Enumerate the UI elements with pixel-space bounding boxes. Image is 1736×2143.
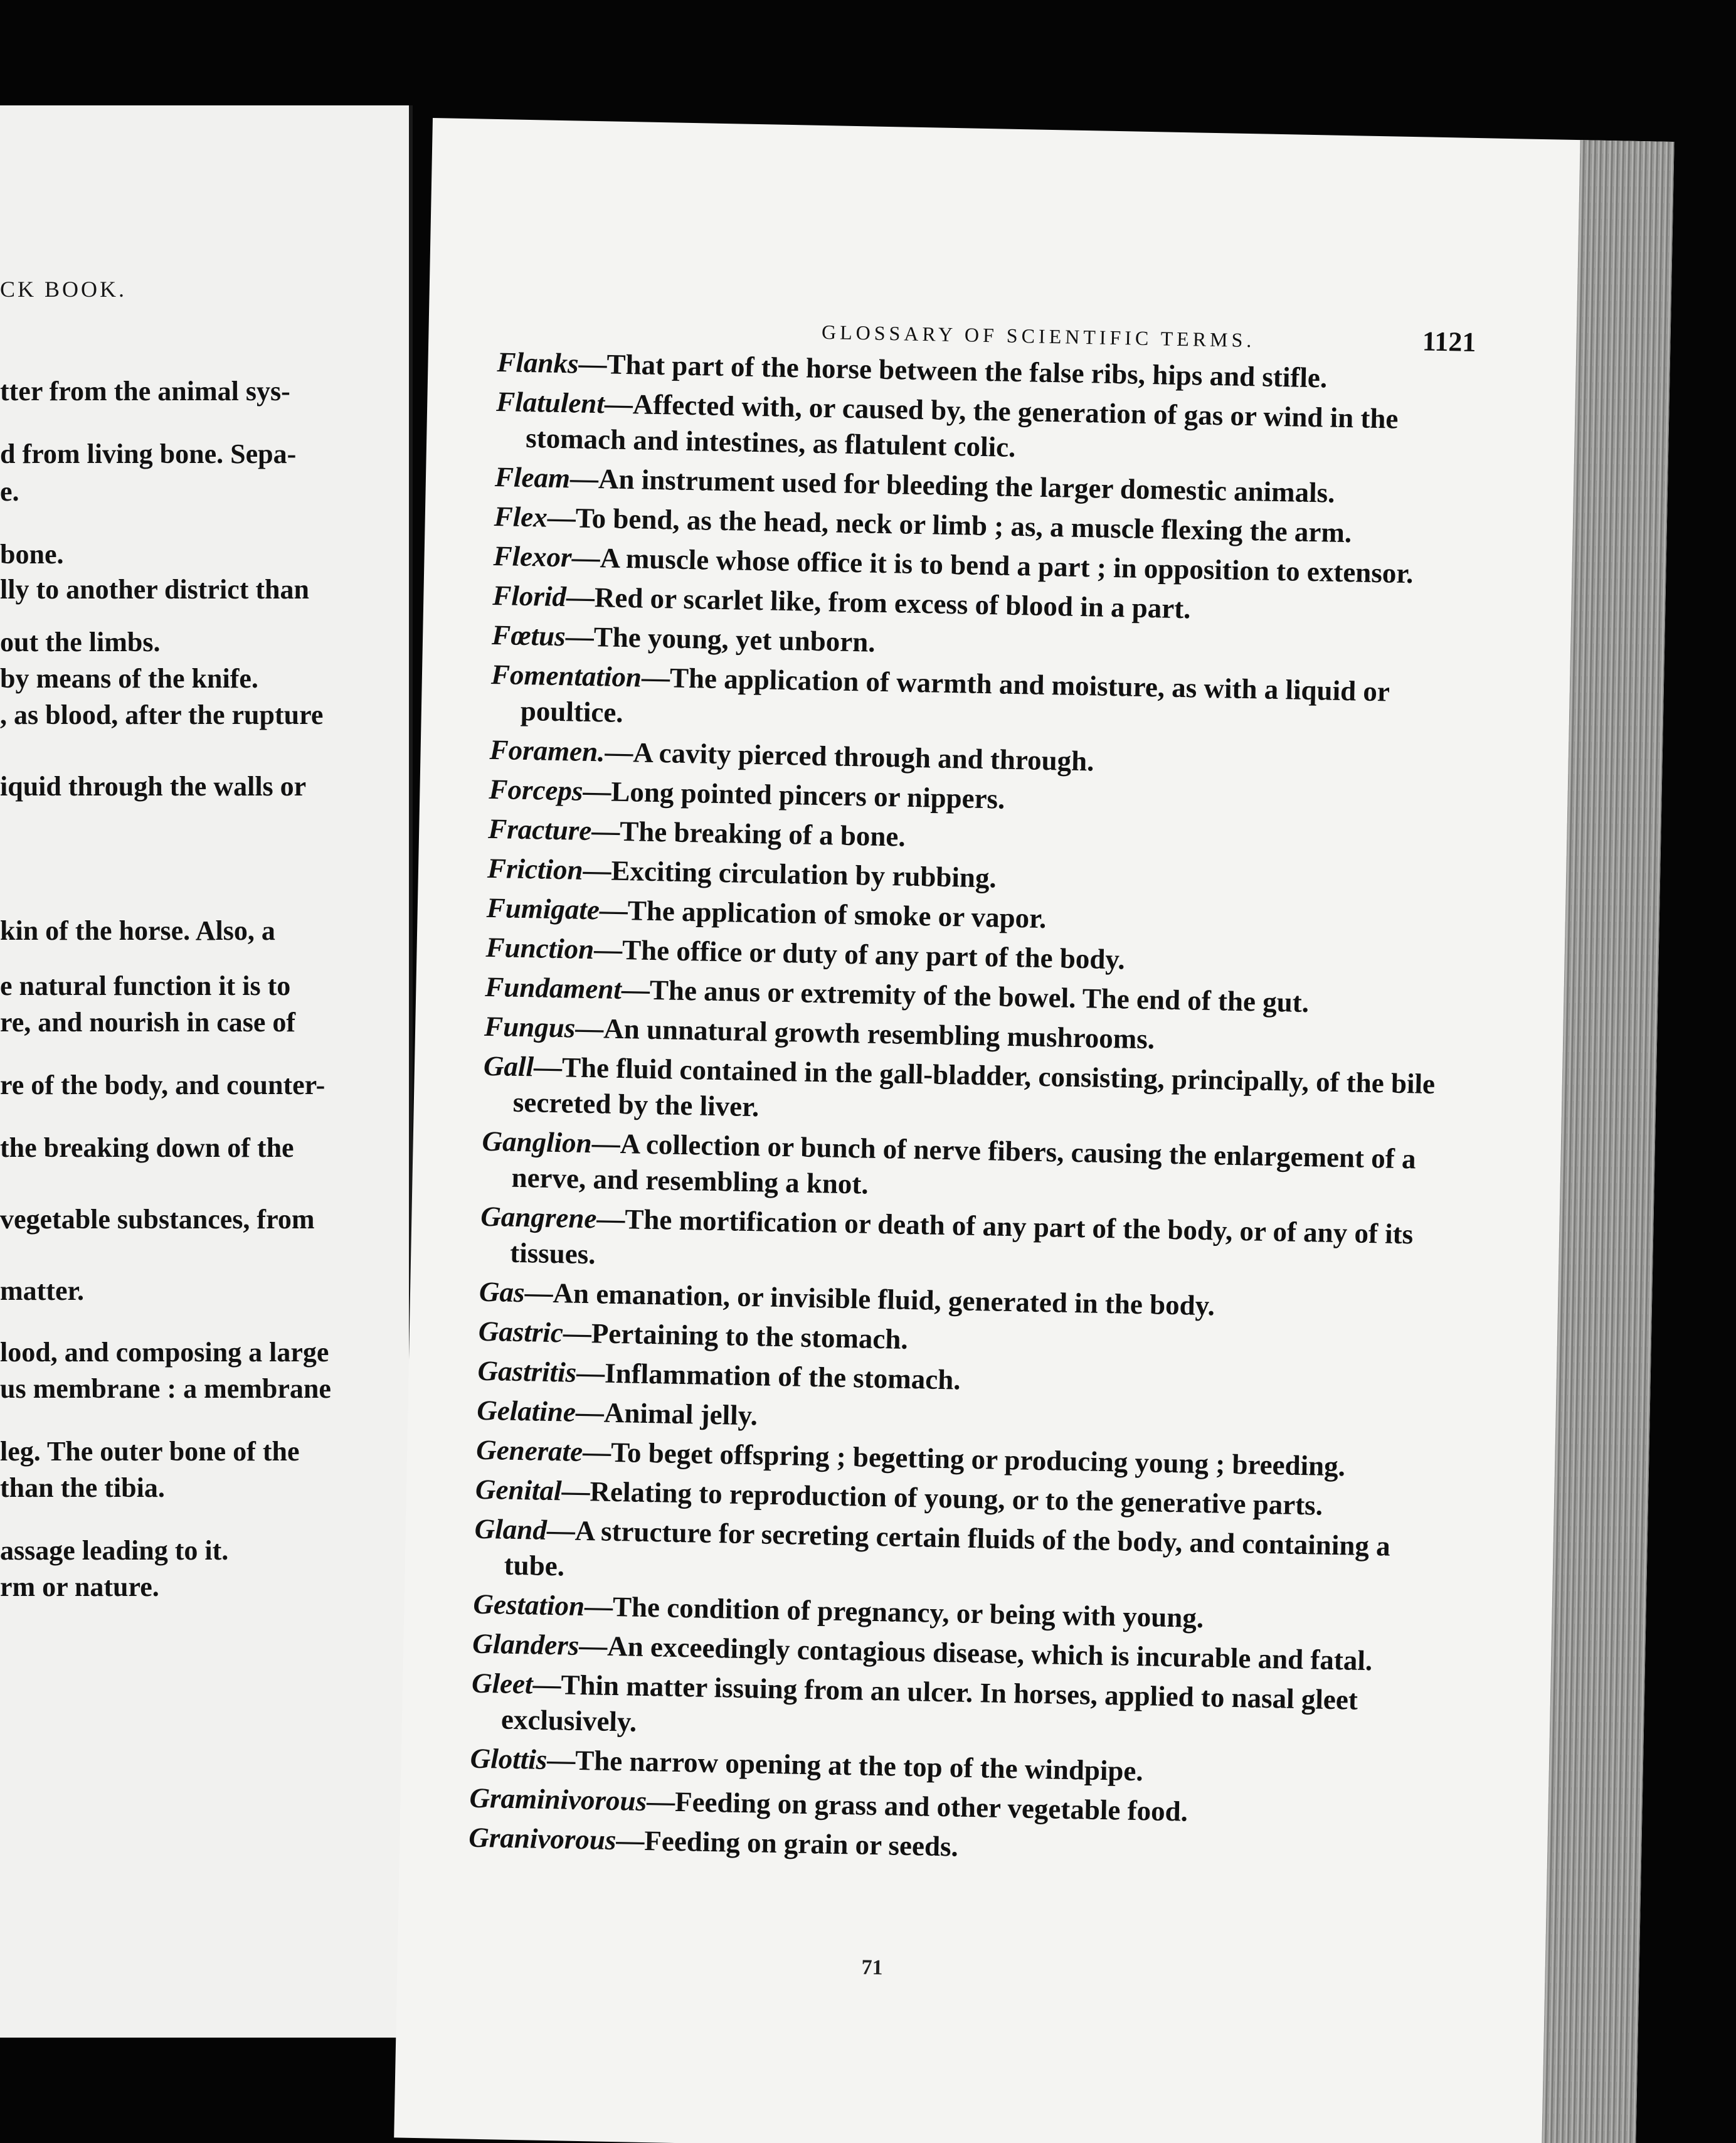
entry-term: Gestation xyxy=(473,1588,585,1622)
entry-term: Fracture xyxy=(487,812,592,847)
glossary-entry xyxy=(482,1048,1462,1139)
entry-definition: —A muscle whose office it is to bend a part ; in opposition to extensor. xyxy=(571,541,1414,590)
entry-term: Fungus xyxy=(484,1010,576,1044)
left-text-line: re, and nourish in case of xyxy=(0,1007,296,1038)
entry-term: Generate xyxy=(475,1433,583,1467)
entry-definition: —To bend, as the head, neck or limb ; as, a muscle flexing the arm. xyxy=(547,501,1352,549)
entry-term: Gelatine xyxy=(476,1394,576,1428)
entry-term: Fleam xyxy=(494,461,571,494)
entry-definition: —Animal jelly. xyxy=(575,1396,758,1432)
entry-term: Graminivorous xyxy=(469,1782,647,1817)
glossary-entry xyxy=(470,1666,1450,1756)
entry-definition: —Pertaining to the stomach. xyxy=(563,1317,909,1355)
entry-term: Friction xyxy=(487,852,584,886)
entry-term: Fœtus xyxy=(491,619,566,652)
entry-term: Flexor xyxy=(493,540,573,573)
entry-term: Gland xyxy=(474,1513,548,1546)
left-text-line: bone. xyxy=(0,539,64,570)
page-number: 1121 xyxy=(1422,326,1476,358)
entry-definition: —Feeding on grass and other vegetable food. xyxy=(646,1785,1188,1827)
left-text-line: tter from the animal sys- xyxy=(0,376,290,407)
left-text-line: lly to another district than xyxy=(0,574,309,605)
glossary-content xyxy=(468,307,1476,1878)
entry-definition: —An exceedingly contagious disease, which is incurable and fatal. xyxy=(578,1629,1373,1677)
left-text-line: by means of the knife. xyxy=(0,663,258,694)
entry-term: Granivorous xyxy=(468,1821,617,1856)
left-text-line: e. xyxy=(0,476,19,507)
entry-definition: —The breaking of a bone. xyxy=(591,815,906,853)
entry-definition: —Long pointed pincers or nippers. xyxy=(582,775,1005,815)
entry-term: Glanders xyxy=(472,1627,580,1661)
left-running-head: CK BOOK. xyxy=(0,277,127,302)
entry-term: Gastritis xyxy=(477,1354,577,1388)
left-text-line: us membrane : a membrane xyxy=(0,1373,331,1404)
glossary-entry xyxy=(490,657,1469,747)
signature-mark: 71 xyxy=(861,1955,883,1980)
entry-term: Glottis xyxy=(470,1742,548,1775)
left-text-line: matter. xyxy=(0,1275,84,1306)
entry-definition: —Relating to reproduction of young, or to the generative parts. xyxy=(561,1475,1323,1521)
entry-term: Ganglion xyxy=(482,1125,593,1159)
entry-definition: —The application of warmth and moisture, as with a liquid or poultice. xyxy=(520,661,1390,728)
entry-definition: —An unnatural growth resembling mushrooms. xyxy=(574,1012,1155,1055)
left-text-line: d from living bone. Sepa- xyxy=(0,439,297,469)
entry-term: Gall xyxy=(483,1050,534,1083)
glossary-entry xyxy=(481,1124,1461,1214)
entry-term: Fumigate xyxy=(486,891,600,926)
entry-term: Function xyxy=(485,931,595,965)
entry-term: Florid xyxy=(492,579,567,613)
entry-term: Genital xyxy=(475,1473,563,1507)
running-title: GLOSSARY OF SCIENTIFIC TERMS. xyxy=(821,320,1256,352)
entry-definition: —The application of smoke or vapor. xyxy=(599,894,1047,935)
entry-definition: —Inflammation of the stomach. xyxy=(576,1356,961,1396)
entry-definition: —Feeding on grain or seeds. xyxy=(615,1824,959,1863)
entry-definition: —That part of the horse between the false ribs, hips and stifle. xyxy=(578,348,1328,394)
left-text-line: , as blood, after the rupture xyxy=(0,699,324,730)
entry-term: Gastric xyxy=(478,1315,564,1349)
entry-definition: —An emanation, or invisible fluid, generated in the body. xyxy=(524,1277,1215,1322)
entry-term: Gleet xyxy=(471,1667,534,1700)
entry-definition: —Red or scarlet like, from excess of blood in a part. xyxy=(566,581,1191,625)
entry-term: Flex xyxy=(494,500,548,533)
entry-definition: —An instrument used for bleeding the larger domestic animals. xyxy=(569,462,1335,509)
entry-definition: —Affected with, or caused by, the generation of gas or wind in the stomach and intestines, as flatulent colic. xyxy=(525,388,1399,463)
glossary-entry xyxy=(474,1511,1453,1602)
entry-term: Gas xyxy=(479,1275,526,1309)
entry-definition: —The condition of pregnancy, or being with young. xyxy=(584,1590,1204,1634)
page-edge xyxy=(1542,140,1675,2143)
left-text-line: leg. The outer bone of the xyxy=(0,1436,300,1467)
left-text-line: rm or nature. xyxy=(0,1571,159,1602)
entry-definition: —A cavity pierced through and through. xyxy=(604,736,1094,777)
left-page xyxy=(0,105,413,2038)
entry-definition: —The narrow opening at the top of the windpipe. xyxy=(546,1743,1144,1787)
left-text-line: assage leading to it. xyxy=(0,1535,229,1566)
entry-term: Fundament xyxy=(484,970,622,1006)
glossary-entries xyxy=(468,344,1476,1874)
entry-term: Flatulent xyxy=(495,386,605,420)
entry-definition: —The office or duty of any part of the body. xyxy=(593,933,1126,976)
entry-definition: —The anus or extremity of the bowel. The end of the gut. xyxy=(621,974,1310,1019)
entry-term: Forceps xyxy=(488,773,583,807)
entry-term: Fomentation xyxy=(490,658,642,693)
entry-definition: —Thin matter issuing from an ulcer. In horses, applied to nasal gleet exclusively. xyxy=(500,1668,1358,1738)
left-text-line: vegetable substances, from xyxy=(0,1204,315,1235)
entry-definition: —The young, yet unborn. xyxy=(565,620,876,658)
entry-term: Gangrene xyxy=(480,1200,597,1235)
entry-definition: —The fluid contained in the gall-bladder, consisting, principally, of the bile secreted by the liver. xyxy=(512,1051,1436,1123)
glossary-entry xyxy=(480,1199,1459,1289)
left-text-line: the breaking down of the xyxy=(0,1132,294,1163)
glossary-entry xyxy=(495,384,1475,474)
left-text-line: out the limbs. xyxy=(0,627,161,657)
left-text-line: re of the body, and counter- xyxy=(0,1070,326,1100)
left-text-line: iquid through the walls or xyxy=(0,771,307,802)
entry-term: Flanks xyxy=(497,346,580,380)
entry-term: Foramen. xyxy=(489,733,605,768)
left-text-line: e natural function it is to xyxy=(0,970,291,1001)
left-text-line: kin of the horse. Also, a xyxy=(0,915,275,946)
left-text-line: than the tibia. xyxy=(0,1472,165,1503)
entry-definition: —A structure for secreting certain fluids of the body, and containing a tube. xyxy=(504,1514,1391,1582)
left-text-line: lood, and composing a large xyxy=(0,1337,329,1368)
entry-definition: —To beget offspring ; begetting or producing young ; breeding. xyxy=(582,1435,1346,1482)
entry-definition: —A collection or bunch of nerve fibers, causing the enlargement of a nerve, and resembling a knot. xyxy=(511,1127,1417,1200)
right-page xyxy=(394,118,1674,2143)
entry-definition: —The mortification or death of any part of the body, or of any of its tissues. xyxy=(509,1203,1414,1270)
entry-definition: —Exciting circulation by rubbing. xyxy=(583,854,997,894)
